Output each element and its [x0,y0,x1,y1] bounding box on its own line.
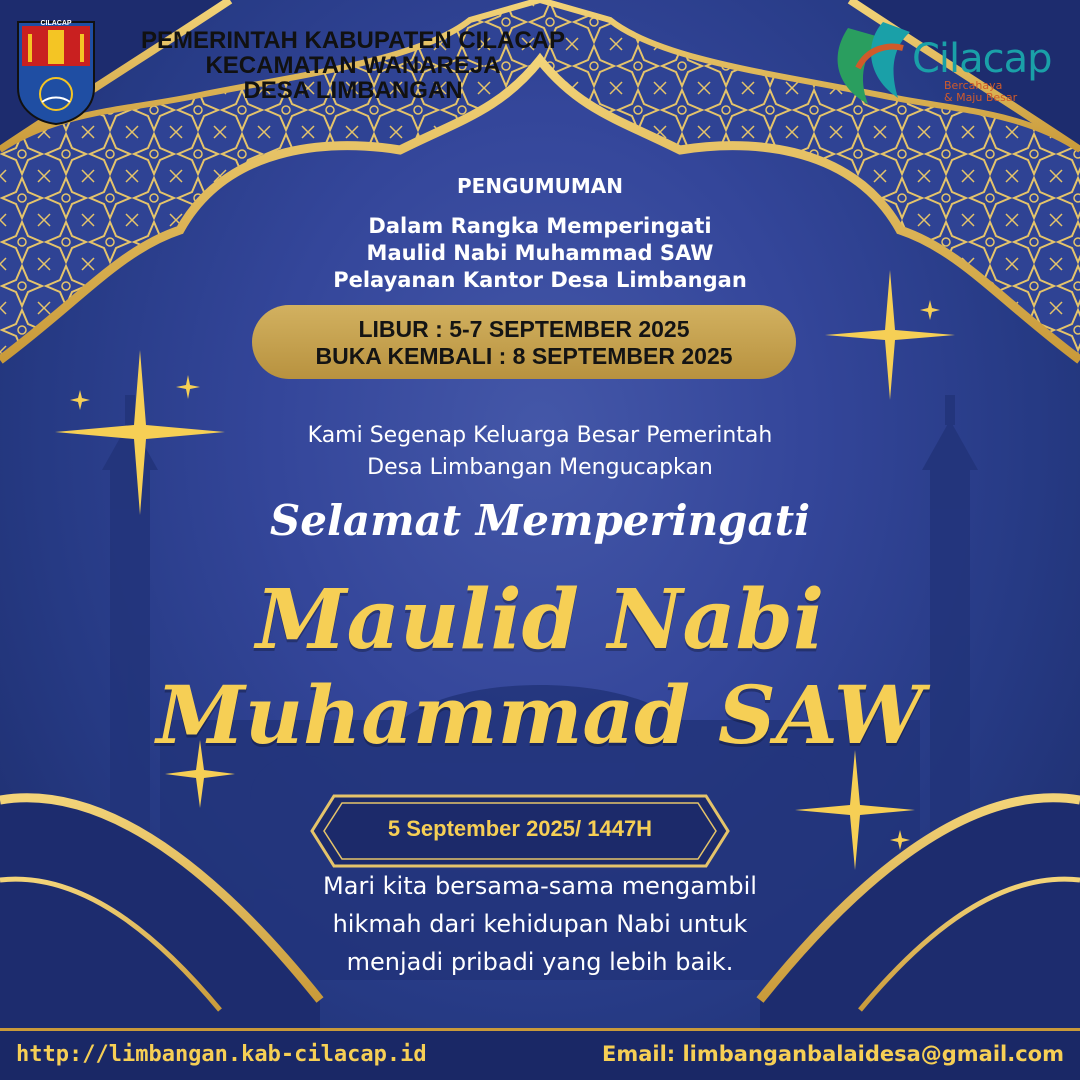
announcement-line-3: Pelayanan Kantor Desa Limbangan [333,268,747,292]
date-text: 5 September 2025/ 1447H [387,816,653,841]
logo-tagline-2: & Maju Besar [944,90,1018,104]
schedule-pill [252,305,796,379]
announcement-line-2: Maulid Nabi Muhammad SAW [366,241,714,265]
header-line-1: PEMERINTAH KABUPATEN CILACAP [141,27,565,54]
holiday-dates: LIBUR : 5-7 SEPTEMBER 2025 [358,316,690,342]
maulid-heading-1: Maulid Nabi [255,572,825,668]
header-line-3: DESA LIMBANGAN [243,77,463,105]
logo-wordmark: Cilacap [912,36,1052,82]
logo-tagline [944,80,1017,103]
greeting-line-2: Desa Limbangan Mengucapkan [367,455,713,480]
selamat-heading: Selamat Memperingati [269,496,811,545]
message-line-2: hikmah dari kehidupan Nabi untuk [332,910,748,938]
email-link[interactable]: Email: limbanganbalaidesa@gmail.com [601,1042,1064,1066]
greeting-line-1: Kami Segenap Keluarga Besar Pemerintah [307,423,773,448]
announcement-line-1: Dalam Rangka Memperingati [368,214,712,238]
emblem-label: CILACAP [40,20,72,27]
message-line-1: Mari kita bersama-sama mengambil [323,872,757,900]
message-line-3: menjadi pribadi yang lebih baik. [346,948,734,976]
website-link[interactable]: http://limbangan.kab-cilacap.id [16,1042,427,1067]
logo-tagline-1: Bercahaya [944,79,1003,92]
announcement-title: PENGUMUMAN [457,174,623,198]
reopen-date: BUKA KEMBALI : 8 SEPTEMBER 2025 [315,343,733,369]
cilacap-emblem [14,18,98,126]
maulid-heading-2: Muhammad SAW [156,668,924,762]
date-banner [310,794,730,868]
government-header [118,28,588,104]
header-line-2: KECAMATAN WANAREJA [205,52,501,80]
